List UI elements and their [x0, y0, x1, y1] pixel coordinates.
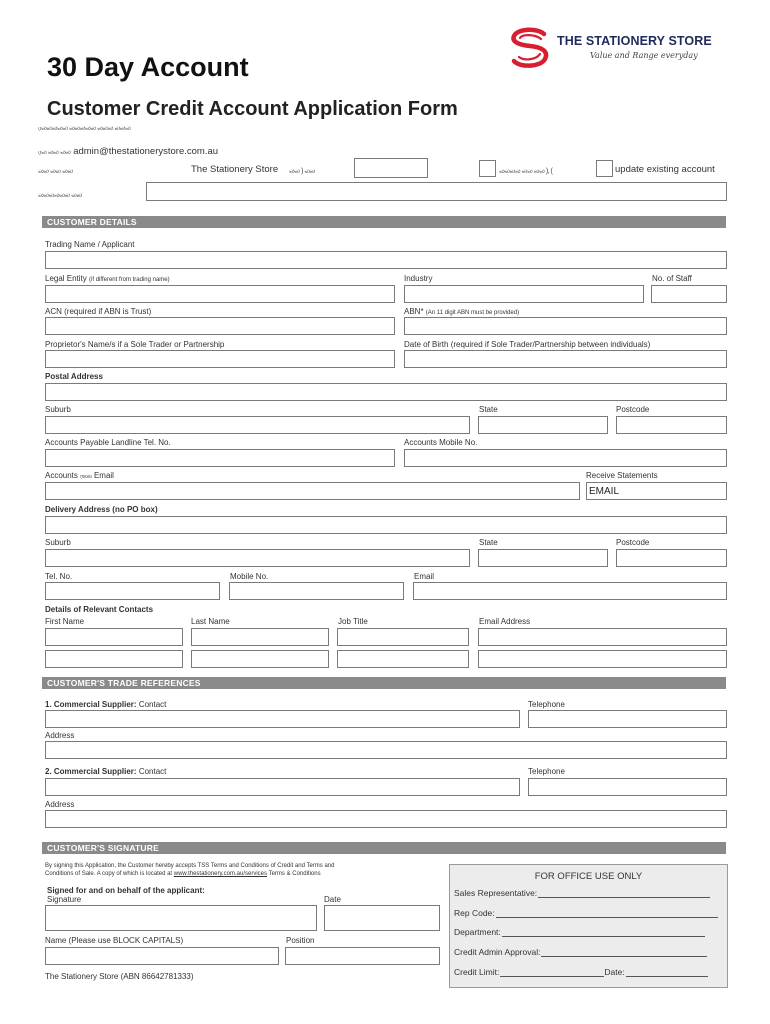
terms-line-1: By signing this Application, the Customer hereby accepts TSS Terms and Conditions of Credit and Terms and	[45, 863, 335, 869]
email-prefix: ரல லல லல	[38, 149, 71, 156]
supplier1-address-input[interactable]	[45, 741, 727, 759]
postcode-input[interactable]	[616, 416, 727, 434]
supplier2-address-label: Address	[45, 800, 75, 809]
supplier2-telephone-input[interactable]	[528, 778, 727, 796]
suburb-input[interactable]	[45, 416, 470, 434]
terms-text	[45, 862, 335, 878]
form-subtitle: Customer Credit Account Application Form	[47, 98, 458, 120]
credit-admin-line	[454, 947, 707, 957]
industry-label: Industry	[404, 274, 433, 283]
receive-statements-select[interactable]	[586, 482, 727, 500]
terms-line-2	[45, 870, 335, 878]
rep-code-label: Rep Code:	[454, 908, 495, 918]
no-staff-input[interactable]	[651, 285, 727, 303]
job-title-label: Job Title	[338, 617, 368, 626]
credit-admin-label: Credit Admin Approval:	[454, 947, 541, 957]
brand-name: THE STATIONERY STORE	[557, 34, 712, 48]
update-account-label: update existing account	[615, 164, 715, 175]
accounts-email-prefix: Accounts	[45, 471, 78, 480]
office-date-label: Date:	[604, 967, 625, 977]
ap-landline-label: Accounts Payable Landline Tel. No.	[45, 438, 171, 447]
supplier2-label	[45, 767, 166, 776]
trading-name-input[interactable]	[45, 251, 727, 269]
rep-code-line	[454, 908, 718, 918]
terms-link[interactable]: www.thestationery.com.au/services	[173, 871, 268, 877]
position-input[interactable]	[285, 947, 440, 965]
legal-entity-input[interactable]	[45, 285, 395, 303]
sales-rep-label: Sales Representative:	[454, 888, 538, 898]
email-label: Email	[414, 572, 435, 581]
delivery-address-input[interactable]	[45, 516, 727, 534]
proprietors-input[interactable]	[45, 350, 395, 368]
signature-input[interactable]	[45, 905, 317, 931]
credit-limit-label: Credit Limit:	[454, 967, 500, 977]
sales-rep-field[interactable]	[538, 896, 710, 898]
postcode2-label: Postcode	[616, 538, 650, 547]
sig-date-label: Date	[324, 895, 341, 904]
contact2-job-title[interactable]	[337, 650, 469, 668]
tel-no-input[interactable]	[45, 582, 220, 600]
department-label: Department:	[454, 927, 501, 937]
contact1-email[interactable]	[478, 628, 727, 646]
postal-address-label: Postal Address	[45, 372, 103, 381]
contact2-last-name[interactable]	[191, 650, 329, 668]
supplier1-contact-input[interactable]	[45, 710, 520, 728]
supplier2-contact-input[interactable]	[45, 778, 520, 796]
accounts-email-label: Accounts ரலல Email	[45, 471, 114, 480]
store-label: The Stationery Store	[191, 164, 279, 175]
supplier1-text: 1. Commercial Supplier:	[45, 700, 137, 709]
contact1-first-name[interactable]	[45, 628, 183, 646]
accounts-mobile-label: Accounts Mobile No.	[404, 438, 478, 447]
brand-tagline: Value and Range everyday	[590, 51, 698, 60]
supplier1-label	[45, 700, 166, 709]
mobile-no-label: Mobile No.	[230, 572, 269, 581]
state2-input[interactable]	[478, 549, 608, 567]
account-mid-text: லலலல லல லல ), (	[499, 168, 553, 175]
contact2-first-name[interactable]	[45, 650, 183, 668]
email-line	[38, 146, 218, 157]
supplier1-address-label: Address	[45, 731, 75, 740]
store-input[interactable]	[354, 158, 428, 178]
name-block-label: Name (Please use BLOCK CAPITALS)	[45, 936, 184, 945]
supplier1-contact: Contact	[138, 700, 167, 709]
email-address-label: Email Address	[479, 617, 531, 626]
position-label: Position	[286, 936, 315, 945]
supplier2-address-input[interactable]	[45, 810, 727, 828]
receive-statements-label: Receive Statements	[586, 471, 658, 480]
department-field[interactable]	[502, 935, 705, 937]
signature-label: Signature	[47, 895, 82, 904]
state2-label: State	[479, 538, 498, 547]
rep-code-field[interactable]	[496, 916, 718, 918]
proprietors-label: Proprietor's Name/s if a Sole Trader or Partnership	[45, 340, 225, 349]
state-label: State	[479, 405, 498, 414]
credit-limit-field[interactable]	[500, 975, 604, 977]
suburb2-label: Suburb	[45, 538, 71, 547]
tel-no-label: Tel. No.	[45, 572, 73, 581]
abn-input[interactable]	[404, 317, 727, 335]
acn-input[interactable]	[45, 317, 395, 335]
page-title: 30 Day Account	[47, 52, 249, 82]
dob-input[interactable]	[404, 350, 727, 368]
footer-abn: The Stationery Store (ABN 86642781333)	[45, 972, 194, 981]
state-input[interactable]	[478, 416, 608, 434]
first-name-label: First Name	[45, 617, 85, 626]
trading-name-label: Trading Name / Applicant	[45, 240, 135, 249]
supplier2-telephone-label: Telephone	[528, 767, 565, 776]
contact2-email[interactable]	[478, 650, 727, 668]
contact1-last-name[interactable]	[191, 628, 329, 646]
abn-label	[404, 307, 519, 316]
header-line-3: லல லல லல	[38, 168, 73, 175]
sig-date-input[interactable]	[324, 905, 440, 931]
credit-limit-line	[454, 967, 708, 977]
office-use-panel	[449, 864, 728, 988]
office-title: FOR OFFICE USE ONLY	[534, 871, 643, 882]
section-signature: CUSTOMER'S SIGNATURE	[42, 842, 726, 854]
last-name-label: Last Name	[191, 617, 230, 626]
acn-label: ACN (required if ABN is Trust)	[45, 307, 152, 316]
contacts-title: Details of Relevant Contacts	[45, 605, 154, 614]
section-trade-references: CUSTOMER'S TRADE REFERENCES	[42, 677, 726, 689]
legal-entity-note: (if different from trading name)	[89, 277, 170, 283]
dob-label: Date of Birth (required if Sole Trader/Partnership between individuals)	[404, 340, 651, 349]
legal-entity-text: Legal Entity	[45, 274, 87, 283]
email-input[interactable]	[413, 582, 727, 600]
contact-email[interactable]: admin@thestationerystore.com.au	[73, 146, 219, 157]
receive-statements-value: EMAIL	[589, 486, 620, 497]
supplier1-telephone-label: Telephone	[528, 700, 565, 709]
postcode2-input[interactable]	[616, 549, 727, 567]
delivery-address-label: Delivery Address (no PO box)	[45, 505, 158, 514]
header-wide-input[interactable]	[146, 182, 727, 201]
name-block-input[interactable]	[45, 947, 279, 965]
suburb-label: Suburb	[45, 405, 71, 414]
update-account-checkbox[interactable]	[596, 160, 613, 177]
sales-rep-line	[454, 888, 710, 898]
terms-line-2a: Conditions of Sale. A copy of which is located at	[45, 871, 174, 877]
section-customer-details: CUSTOMER DETAILS	[42, 216, 726, 228]
industry-input[interactable]	[404, 285, 644, 303]
contact1-job-title[interactable]	[337, 628, 469, 646]
store-suffix: லல ) லல	[289, 168, 315, 175]
abn-note: (An 11 digit ABN must be provided)	[425, 310, 520, 316]
no-staff-label: No. of Staff	[652, 274, 692, 283]
department-line	[454, 927, 705, 937]
office-date-field[interactable]	[626, 975, 708, 977]
header-line-1: ரலலலலல லலலலல லலல லலல	[38, 125, 131, 132]
signed-for-label: Signed for and on behalf of the applicant:	[47, 886, 205, 895]
credit-admin-field[interactable]	[541, 955, 707, 957]
legal-entity-label	[45, 274, 170, 283]
postal-address-input[interactable]	[45, 383, 727, 401]
store-logo-icon	[508, 26, 552, 70]
ap-landline-input[interactable]	[45, 449, 395, 467]
accounts-mobile-input[interactable]	[404, 449, 727, 467]
suburb2-input[interactable]	[45, 549, 470, 567]
supplier2-contact: Contact	[138, 767, 167, 776]
mobile-no-input[interactable]	[229, 582, 404, 600]
accounts-email-input[interactable]	[45, 482, 580, 500]
abn-text: ABN*	[404, 307, 424, 316]
header-line-4: லலலலலல லல	[38, 192, 82, 199]
supplier1-telephone-input[interactable]	[528, 710, 727, 728]
new-account-checkbox[interactable]	[479, 160, 496, 177]
accounts-email-suffix: Email	[93, 471, 114, 480]
postcode-label: Postcode	[616, 405, 650, 414]
terms-line-2b: Terms & Conditions	[267, 871, 321, 877]
supplier2-text: 2. Commercial Supplier:	[45, 767, 137, 776]
